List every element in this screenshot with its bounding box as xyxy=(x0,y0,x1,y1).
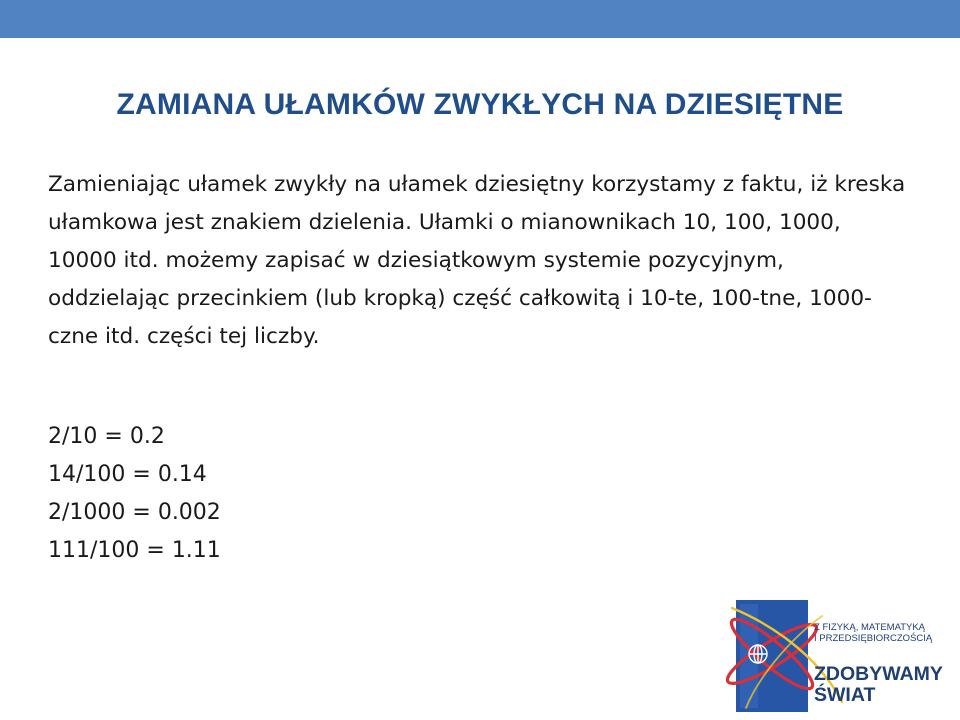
example-line: 2/1000 = 0.002 xyxy=(48,500,221,525)
example-line: 111/100 = 1.11 xyxy=(48,538,221,563)
zdobywamy-swiat-logo xyxy=(726,582,956,716)
body-paragraph: Zamieniając ułamek zwykły na ułamek dziesiętny korzystamy z faktu, iż kreska ułamkowa jest znakiem dzielenia. Ułamki o mianownikach 10, 100, 1000, 10000 itd. możemy zapisać w dziesiątkowym systemie pozycyjnym, oddzielając przecinkiem (lub kropką) część całkowitą i 10-te, 100-tne, 1000-czne itd. części tej liczby. xyxy=(48,172,906,349)
examples-list xyxy=(48,418,448,570)
slide-title: ZAMIANA UŁAMKÓW ZWYKŁYCH NA DZIESIĘTNE xyxy=(116,88,844,121)
logo-tagline-line: I PRZEDSIĘBIORCZOŚCIĄ xyxy=(814,633,933,644)
logo-tagline xyxy=(814,622,932,644)
logo-brand-line: ŚWIAT xyxy=(814,684,876,706)
logo-tagline-line: Z FIZYKĄ, MATEMATYKĄ xyxy=(814,622,926,633)
example-line: 2/10 = 0.2 xyxy=(48,424,165,449)
example-line: 14/100 = 0.14 xyxy=(48,462,207,487)
logo-brand-line: ZDOBYWAMY xyxy=(814,663,943,685)
header-bar xyxy=(0,0,960,38)
logo-brand xyxy=(814,664,943,706)
